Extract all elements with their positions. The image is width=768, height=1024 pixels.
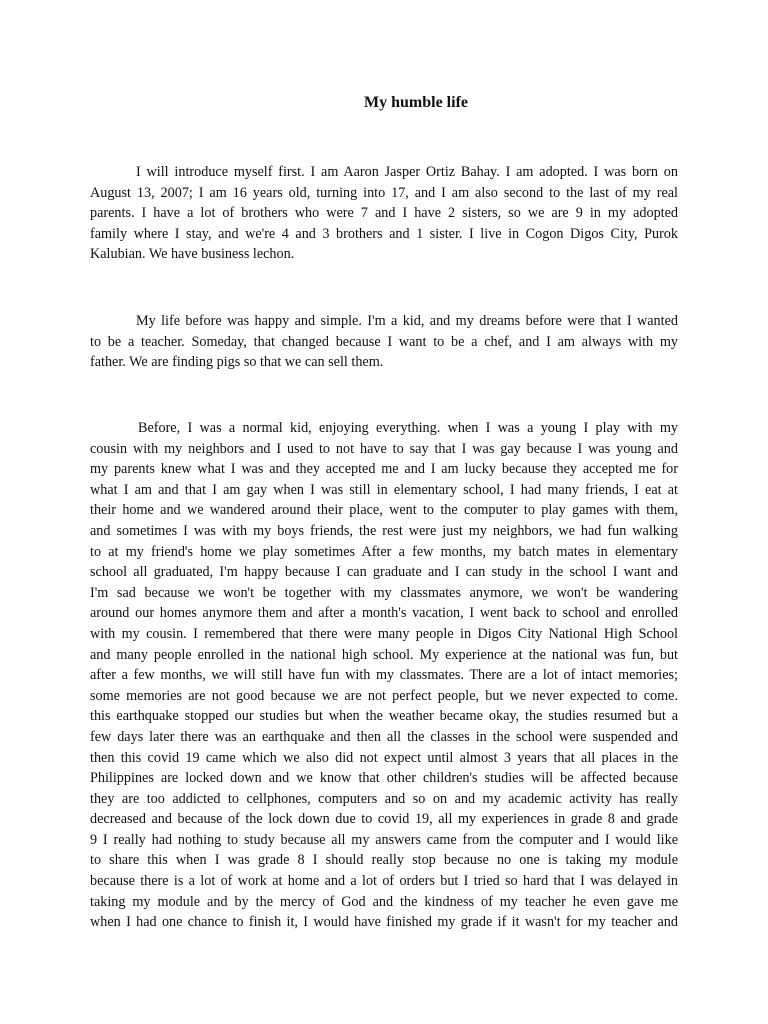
paragraph-line: 9 I really had nothing to study because all my answers came from the computer and I would like xyxy=(90,831,678,848)
paragraph-line: my parents knew what I was and they accepted me and I am lucky because they accepted me for xyxy=(90,461,678,478)
paragraph-line: because there is a lot of work at home and a lot of orders but I tried so hard that I was delayed in xyxy=(90,873,678,890)
paragraph-line: some memories are not good because we are not perfect people, but we never expected to come. xyxy=(90,687,678,704)
paragraph-line: Kalubian. We have business lechon. xyxy=(90,246,295,263)
paragraph-life-before xyxy=(90,311,678,373)
paragraph-line: father. We are finding pigs so that we can sell them. xyxy=(90,354,384,371)
paragraph-line: around our homes anymore them and after a month's vacation, I went back to school and enrolled xyxy=(90,605,678,622)
paragraph-line: to share this when I was grade 8 I should really stop because no one is taking my module xyxy=(90,852,678,869)
paragraph-line: August 13, 2007; I am 16 years old, turning into 17, and I am also second to the last of my real xyxy=(90,184,678,201)
paragraph-line: what I am and that I am gay when I was still in elementary school, I had many friends, I eat at xyxy=(90,481,678,498)
paragraph-line: when I had one chance to finish it, I would have finished my grade if it wasn't for my teacher and xyxy=(90,914,678,931)
paragraph-line: I'm sad because we won't be together with my classmates anymore, we won't be wandering xyxy=(90,584,678,601)
paragraph-line: Before, I was a normal kid, enjoying everything. when I was a young I play with my xyxy=(138,420,678,436)
paragraph-line: few days later there was an earthquake and then all the classes in the school were suspended and xyxy=(90,728,678,745)
paragraph-line: parents. I have a lot of brothers who were 7 and I have 2 sisters, so we are 9 in my adopted xyxy=(90,205,678,222)
paragraph-line: this earthquake stopped our studies but when the weather became okay, the studies resumed but a xyxy=(90,708,678,725)
paragraph-line: My life before was happy and simple. I'm a kid, and my dreams before were that I wanted xyxy=(136,313,678,329)
paragraph-line: and many people enrolled in the national high school. My experience at the national was fun, but xyxy=(90,646,678,663)
paragraph-line: cousin with my neighbors and I used to not have to say that I was gay because I was young and xyxy=(90,440,678,457)
paragraph-line: with my cousin. I remembered that there were many people in Digos City National High School xyxy=(90,625,678,642)
paragraph-line: then this covid 19 came which we also did not expect until almost 3 years that all places in the xyxy=(90,749,678,766)
paragraph-line: to at my friend's home we play sometimes After a few months, my batch mates in elementary xyxy=(90,543,678,560)
paragraph-line: Philippines are locked down and we know that other children's studies will be affected because xyxy=(90,770,678,787)
paragraph-line: to be a teacher. Someday, that changed because I want to be a chef, and I am always with my xyxy=(90,333,678,350)
paragraph-line: school all graduated, I'm happy because I can graduate and I can study in the school I want and xyxy=(90,564,678,581)
paragraph-line: family where I stay, and we're 4 and 3 brothers and 1 sister. I live in Cogon Digos City, Purok xyxy=(90,225,678,242)
paragraph-school-years xyxy=(90,418,678,933)
paragraph-introduction xyxy=(90,162,678,265)
paragraph-line: and sometimes I was with my boys friends, the rest were just my neighbors, we had fun walking xyxy=(90,522,678,539)
paragraph-line: decreased and because of the lock down due to covid 19, all my experiences in grade 8 and grade xyxy=(90,811,678,828)
paragraph-line: their home and we wandered around their place, went to the computer to play games with them, xyxy=(90,502,678,519)
paragraph-line: I will introduce myself first. I am Aaron Jasper Ortiz Bahay. I am adopted. I was born on xyxy=(136,164,678,180)
paragraph-line: taking my module and by the mercy of God and the kindness of my teacher he even gave me xyxy=(90,893,678,910)
document-title: My humble life xyxy=(364,94,468,111)
paragraph-line: they are too addicted to cellphones, computers and so on and my academic activity has really xyxy=(90,790,678,807)
paragraph-line: after a few months, we will still have fun with my classmates. There are a lot of intact memories; xyxy=(90,667,678,684)
